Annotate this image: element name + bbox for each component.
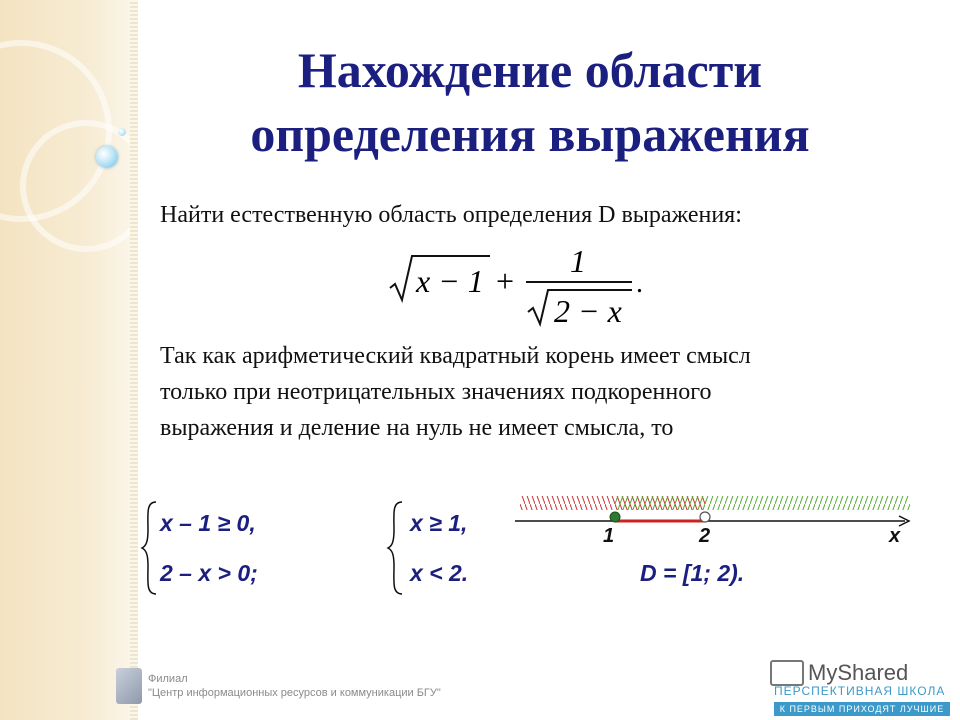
fraction-numerator: 1 [570,243,586,279]
footer-organization [148,672,441,700]
closed-point-1 [610,512,620,522]
inequality: x < 2. [410,560,469,586]
system-brace [140,500,158,596]
explanation-line: выражения и деление на нуль не имеет смысла, то [160,415,674,441]
expression-formula [386,242,656,332]
open-point-2 [700,512,710,522]
footer-line: Филиал [148,673,188,685]
inequality: x ≥ 1, [410,510,468,536]
decorative-divider [130,0,138,720]
decorative-side-band [0,0,130,720]
explanation-line: только при неотрицательных значениях подкоренного [160,379,712,405]
number-line [515,490,915,550]
watermark-school: ПЕРСПЕКТИВНАЯ ШКОЛА [774,684,946,698]
slide-title-line: определения выражения [250,106,810,162]
task-text: Найти естественную область определения D выражения: [160,202,742,228]
system-brace [386,500,404,596]
hatch-x-ge-1 [615,496,910,510]
explanation-line: Так как арифметический квадратный корень имеет смысл [160,343,751,369]
presentation-icon [770,660,804,686]
axis-label-x: x [889,525,901,547]
inequality: 2 – x > 0; [160,560,258,586]
plus-sign: + [496,263,515,299]
answer-domain: D = [1; 2). [640,560,745,586]
formula-period: . [636,268,643,299]
axis-label-2: 2 [699,525,711,547]
slide-title [140,38,920,166]
footer-line: "Центр информационных ресурсов и коммуникации БГУ" [148,687,441,699]
radicand-2: 2 − x [554,293,622,329]
bubble-decoration [118,128,126,136]
organization-logo-icon [116,668,142,704]
explanation-text [160,338,952,446]
inequality: x – 1 ≥ 0, [160,510,256,536]
watermark-brand: MyShared [808,660,909,685]
slide-title-line: Нахождение области [297,42,763,98]
watermark-slogan: К ПЕРВЫМ ПРИХОДЯТ ЛУЧШИЕ [774,702,950,716]
radicand-1: x − 1 [416,263,484,299]
axis-label-1: 1 [603,525,615,547]
bubble-decoration [96,146,118,168]
